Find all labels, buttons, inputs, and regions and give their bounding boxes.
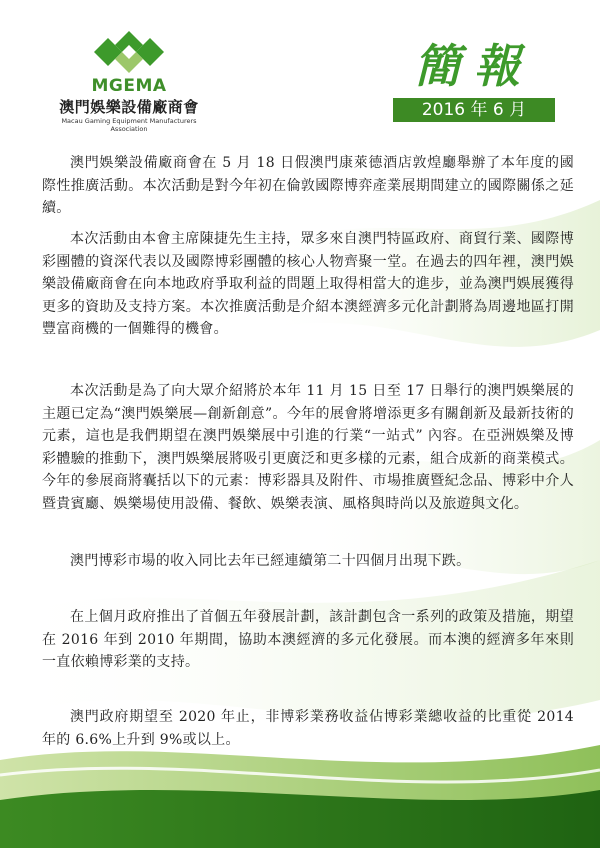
page-title: 簡報 xyxy=(414,39,534,93)
paragraph: 澳門娛樂設備廠商會在 5 月 18 日假澳門康萊德酒店敦煌廳舉辦了本年度的國際性推廣活動。本次活動是對今年初在倫敦國際博弈產業展期間建立的國際關係之延續。 xyxy=(42,155,574,216)
org-name-cn: 澳門娛樂設備廠商會 xyxy=(59,98,199,116)
paragraph: 澳門政府期望至 2020 年止，非博彩業務收益佔博彩業總收益的比重從 2014 年的 6.6%上升到 9%或以上。 xyxy=(42,709,574,748)
paragraph: 本次活動是為了向大眾介紹將於本年 11 月 15 日至 17 日舉行的澳門娛樂展的主題已定為“澳門娛樂展—創新創意”。今年的展會將增添更多有關創新及最新技術的元素，這也是我們期望在澳門娛樂展中引進的行業“一站式” 內容。在亞洲娛樂及博彩體驗的推動下，澳門娛樂展將吸引更廣泛和更多樣的元素，組合成新的商業模式。今年的參展商將囊括以下的元素：博彩器具及附件、市場推廣暨紀念品、博彩中介人暨貴賓廳、娛樂場使用設備、餐飲、娛樂表演、風格與時尚以及旅遊與文化。 xyxy=(42,383,574,512)
org-acronym: MGEMA xyxy=(91,76,167,96)
org-logo xyxy=(54,26,214,133)
org-name-en: Macau Gaming Equipment Manufacturers Association xyxy=(61,117,197,133)
issue-date: 2016 年 6 月 xyxy=(393,98,555,122)
paragraph: 澳門博彩市場的收入同比去年已經連續第二十四個月出現下跌。 xyxy=(70,553,471,569)
paragraph: 本次活動由本會主席陳捷先生主持，眾多來自澳門特區政府、商貿行業、國際博彩團體的資深代表以及國際博彩團體的核心人物齊聚一堂。在過去的四年裡，澳門娛樂設備廠商會在向本地政府爭取利益的問題上取得相當大的進步，並為澳門娛展獲得更多的資助及支持方案。本次推廣活動是介紹本澳經濟多元化計劃將為周邊地區打開豐富商機的一個難得的機會。 xyxy=(42,231,574,337)
paragraph: 在上個月政府推出了首個五年發展計劃，該計劃包含一系列的政策及措施，期望在 2016 年到 2010 年期間，協助本澳經濟的多元化發展。而本澳的經濟多年來則一直依賴博彩業的支持。 xyxy=(42,609,574,670)
logo-diamond-icon xyxy=(94,26,164,78)
